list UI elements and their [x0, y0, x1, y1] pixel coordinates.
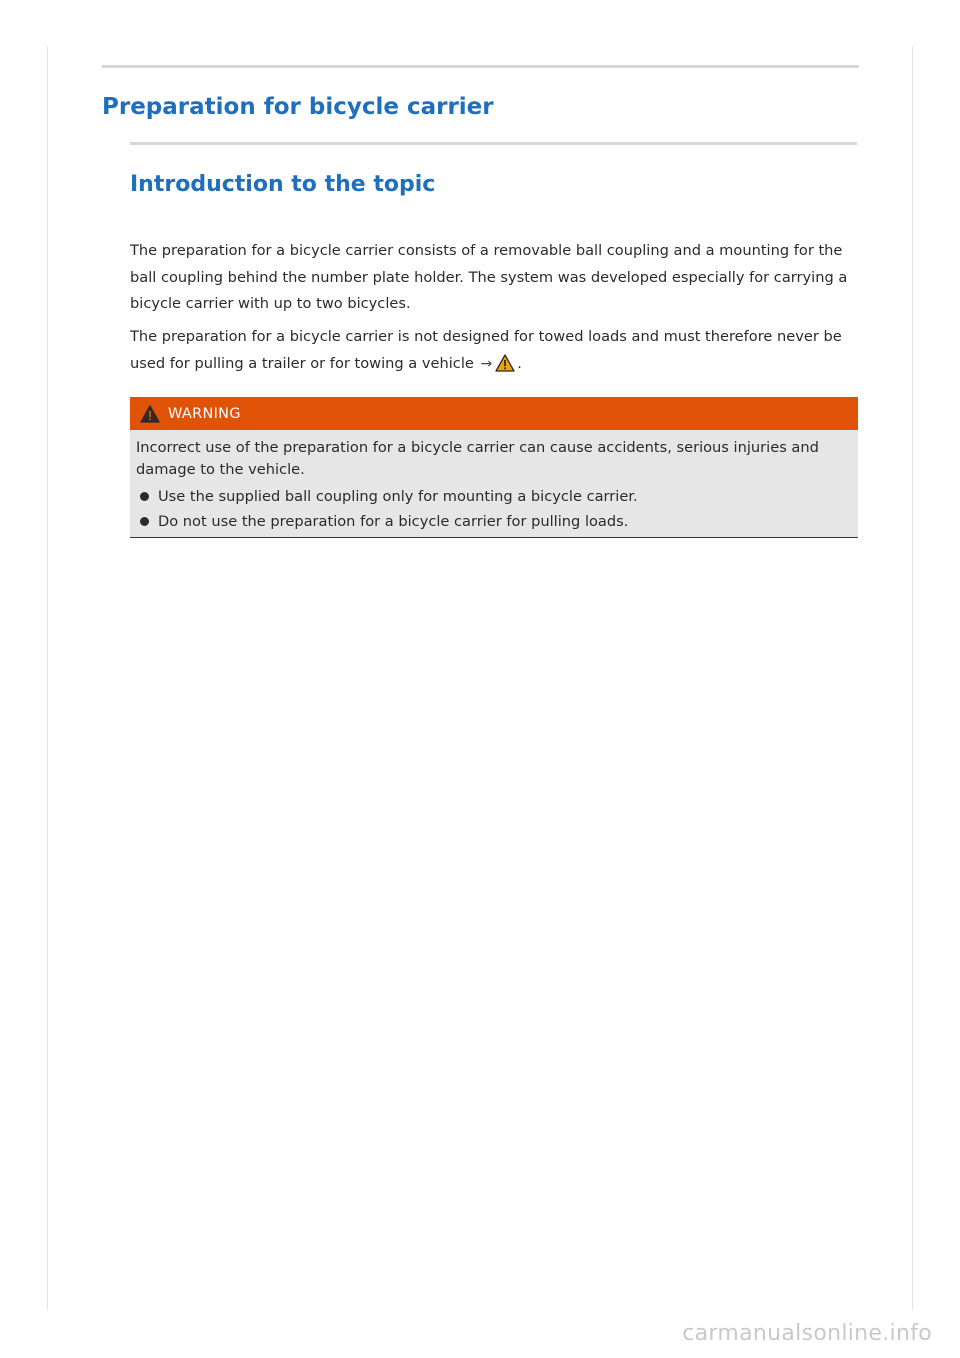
warning-label: WARNING [168, 405, 241, 422]
warning-header [130, 397, 858, 430]
footer-watermark: carmanualsonline.info [682, 1321, 932, 1346]
topic-title: Introduction to the topic [130, 172, 436, 197]
warning-list [130, 484, 858, 534]
usage-paragraph-text: The preparation for a bicycle carrier is not designed for towed loads and must therefore never be used for pulling a trailer or for towing a vehicle [130, 328, 842, 372]
usage-paragraph [130, 324, 858, 381]
warning-list-item-text: Use the supplied ball coupling only for mounting a bicycle carrier. [158, 488, 638, 505]
warning-box [130, 397, 858, 538]
arrow-right-icon: → [480, 355, 493, 372]
page-margin-line-right [912, 46, 913, 1310]
topic-divider [130, 142, 857, 145]
warning-reference-link[interactable] [474, 355, 517, 372]
bullet-icon [140, 492, 149, 501]
warning-triangle-icon [495, 354, 515, 382]
bullet-icon [140, 517, 149, 526]
warning-triangle-icon [140, 405, 160, 423]
page-margin-line-left [47, 46, 48, 1310]
usage-paragraph-end: . [517, 354, 522, 372]
warning-list-item [140, 484, 858, 509]
section-title: Preparation for bicycle carrier [102, 94, 494, 120]
warning-text: Incorrect use of the preparation for a bicycle carrier can cause accidents, serious injuries and damage to the vehicle. [136, 439, 819, 478]
warning-list-item [140, 509, 858, 534]
warning-list-item-text: Do not use the preparation for a bicycle carrier for pulling loads. [158, 513, 629, 530]
intro-paragraph: The preparation for a bicycle carrier consists of a removable ball coupling and a mounting for the ball coupling behind the number plate holder. The system was developed especially for carrying a bicycle carrier with up to two bicycles. [130, 242, 848, 312]
section-divider [102, 65, 859, 68]
